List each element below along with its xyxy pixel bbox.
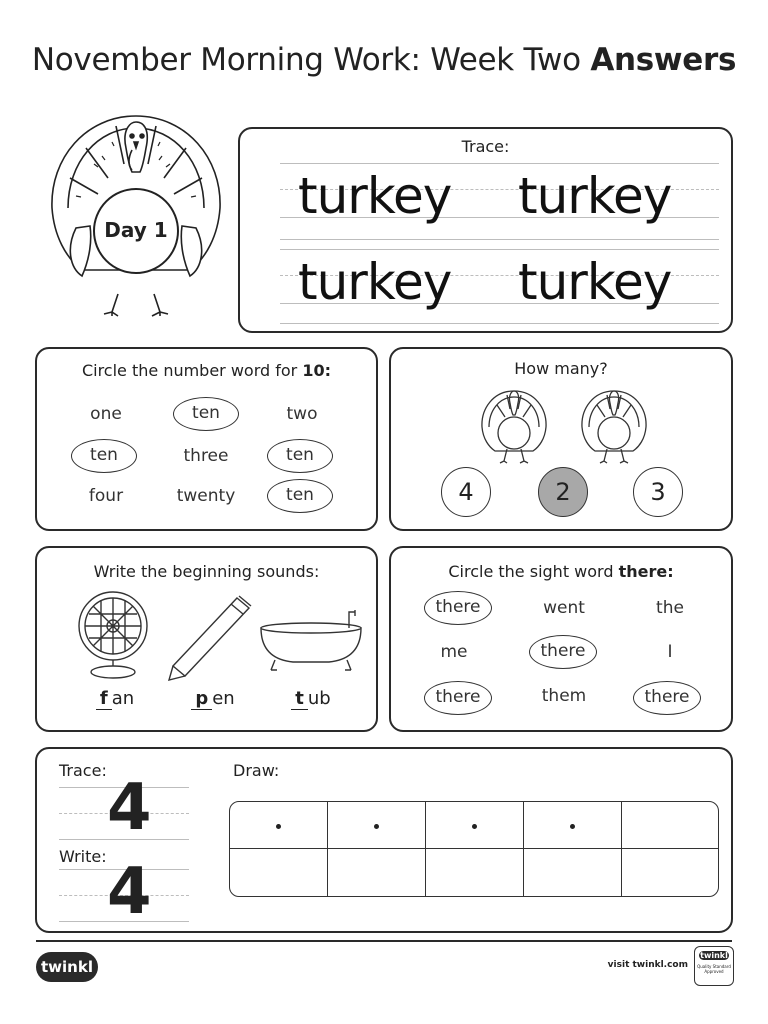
beginning-sound-answer: f an xyxy=(75,688,155,709)
written-digit: 4 xyxy=(107,855,152,929)
how-many-label: How many? xyxy=(514,359,608,378)
number-word-option-circled[interactable]: ten xyxy=(267,479,333,513)
quality-badge-text: Quality Standard Approved xyxy=(697,964,731,974)
number-word-option[interactable]: two xyxy=(286,404,318,424)
draw-label: Draw: xyxy=(233,761,280,780)
guide-line xyxy=(280,323,719,324)
trace-word: turkey xyxy=(518,167,672,225)
number-practice-panel xyxy=(35,747,733,933)
trace-word-panel xyxy=(238,127,733,333)
small-turkey-icon xyxy=(579,387,649,465)
number-word-option[interactable]: one xyxy=(90,404,122,424)
beginning-sound-answer: p en xyxy=(173,688,253,709)
ten-frame-divider xyxy=(523,802,524,897)
trace-digit: 4 xyxy=(107,771,152,845)
beginning-sounds-label: Write the beginning sounds: xyxy=(93,562,320,581)
trace-word: turkey xyxy=(298,167,452,225)
beginning-sound-answer: t ub xyxy=(271,688,351,709)
sight-word-option[interactable]: them xyxy=(541,686,587,706)
sight-word-option-circled[interactable]: there xyxy=(424,681,492,715)
ten-frame[interactable] xyxy=(229,801,719,897)
tub-icon xyxy=(257,606,367,676)
ten-frame-divider xyxy=(327,802,328,897)
sight-word-option-circled[interactable]: there xyxy=(529,635,597,669)
quality-badge-logo: twinkl xyxy=(700,951,728,960)
trace-word: turkey xyxy=(518,253,672,311)
counter-dot xyxy=(374,824,379,829)
number-word-option-circled[interactable]: ten xyxy=(173,397,239,431)
how-many-panel xyxy=(389,347,733,531)
count-option[interactable]: 3 xyxy=(633,467,683,517)
write-number-label: Write: xyxy=(59,847,107,866)
page-title: November Morning Work: Week Two Answers xyxy=(31,42,737,78)
pen-icon xyxy=(165,592,255,684)
number-word-option-circled[interactable]: ten xyxy=(71,439,137,473)
sight-word-option[interactable]: went xyxy=(543,598,585,618)
guide-line xyxy=(280,163,719,164)
sight-word-label: Circle the sight word there: xyxy=(448,562,674,581)
number-word-option[interactable]: three xyxy=(183,446,229,466)
ten-frame-divider xyxy=(230,848,719,849)
sight-word-option[interactable]: the xyxy=(656,598,684,618)
twinkl-logo[interactable]: twinkl xyxy=(36,952,98,982)
number-word-panel xyxy=(35,347,378,531)
counter-dot xyxy=(472,824,477,829)
guide-line xyxy=(280,239,719,240)
number-word-option[interactable]: twenty xyxy=(176,486,236,506)
small-turkey-icon xyxy=(479,387,549,465)
footer-divider xyxy=(36,940,732,942)
turkey-illustration xyxy=(46,108,226,318)
count-option-selected[interactable]: 2 xyxy=(538,467,588,517)
quality-badge xyxy=(694,946,734,986)
number-word-option[interactable]: four xyxy=(88,486,124,506)
guide-line xyxy=(280,249,719,250)
trace-word: turkey xyxy=(298,253,452,311)
turkey-icon xyxy=(46,108,226,318)
sight-word-option-circled[interactable]: there xyxy=(424,591,492,625)
counter-dot xyxy=(570,824,575,829)
trace-number-label: Trace: xyxy=(59,761,107,780)
sight-word-option[interactable]: me xyxy=(440,642,468,662)
count-option[interactable]: 4 xyxy=(441,467,491,517)
counter-dot xyxy=(276,824,281,829)
number-word-option-circled[interactable]: ten xyxy=(267,439,333,473)
number-word-label: Circle the number word for 10: xyxy=(81,361,332,380)
footer-url[interactable]: visit twinkl.com xyxy=(607,960,688,970)
ten-frame-divider xyxy=(621,802,622,897)
beginning-sounds-panel xyxy=(35,546,378,732)
sight-word-panel xyxy=(389,546,733,732)
sight-word-option[interactable]: I xyxy=(667,642,673,662)
fan-icon xyxy=(73,588,153,680)
ten-frame-divider xyxy=(425,802,426,897)
sight-word-option-circled[interactable]: there xyxy=(633,681,701,715)
day-badge: Day 1 xyxy=(104,218,168,242)
trace-label: Trace: xyxy=(461,137,510,156)
